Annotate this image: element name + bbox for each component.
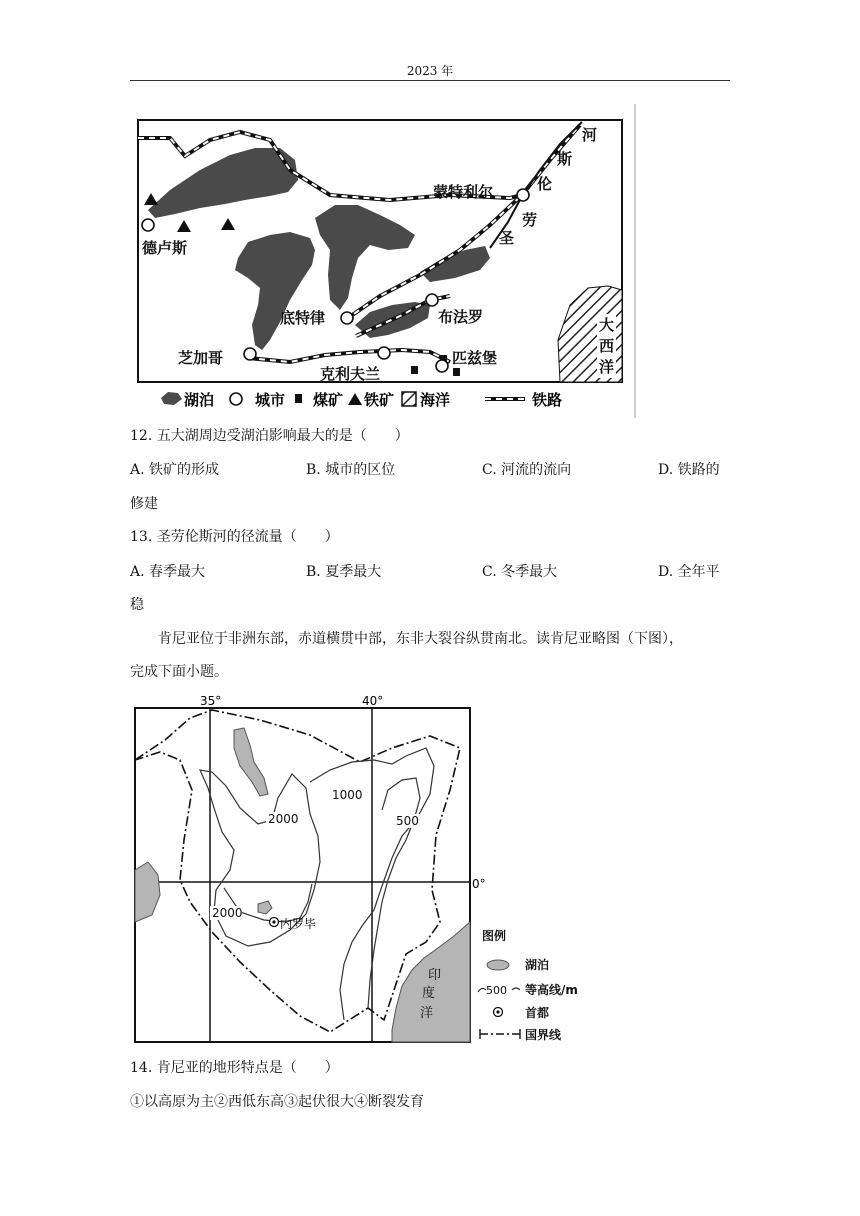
contour-label-1000: 1000 [332,788,363,802]
river-label-char: 伦 [537,175,553,193]
q13-option-d: D. 全年平 [658,564,720,580]
q12-option-d: D. 铁路的 [658,462,720,478]
q13-option-d-wrap: 稳 [130,597,144,613]
river-label-char: 河 [582,126,598,144]
river-label-char: 圣 [499,229,515,247]
ocean-legend-icon [402,392,416,406]
legend-coal: 煤矿 [313,391,344,409]
city-buffalo [426,294,438,306]
legend-railway: 铁路 [532,391,563,409]
legend-contour-label: 等高线/m [525,983,578,997]
legend-iron: 铁矿 [364,391,395,409]
legend-ocean: 海洋 [420,391,451,409]
q12-option-d-wrap: 修建 [130,496,158,512]
ocean-label-char: 印 [428,968,442,983]
ocean-label-char: 洋 [420,1006,434,1021]
q13-stem: 13. 圣劳伦斯河的径流量（ ） [130,529,339,545]
iron-legend-icon [348,393,362,405]
lake-legend-icon [161,392,182,405]
contour-label-2000: 2000 [268,812,299,826]
q14-stem: 14. 肯尼亚的地形特点是（ ） [130,1060,339,1076]
label-duluth: 德卢斯 [142,239,188,257]
city-chicago [244,348,256,360]
ocean-label-char: 西 [599,337,615,355]
legend-city: 城市 [255,391,286,409]
q12-option-c: C. 河流的流向 [482,462,572,478]
kenya-legend [478,928,578,1042]
page-header: 2023 年 [406,64,454,78]
kenya-intro-line2: 完成下面小题。 [130,664,228,680]
legend-title: 图例 [482,929,507,943]
lon-35-label: 35° [200,694,222,708]
q13-option-a: A. 春季最大 [130,564,206,580]
label-detroit: 底特律 [280,309,326,327]
river-label-char: 劳 [522,211,538,229]
contour-label-500: 500 [396,814,419,828]
ocean-label-char: 大 [599,316,615,334]
city-legend-icon [230,393,242,405]
map1-legend [161,391,562,409]
legend-border-label: 国界线 [525,1028,562,1042]
q12-option-b: B. 城市的区位 [306,462,396,478]
kenya-intro-line1: 肯尼亚位于非洲东部，赤道横贯中部，东非大裂谷纵贯南北。读肯尼亚略图（下图）， [158,631,683,647]
river-label-char: 斯 [557,150,573,168]
legend-lake-label: 湖泊 [525,958,550,972]
coal-legend-icon [295,394,302,403]
ocean-label-char: 洋 [599,358,615,376]
q12-stem: 12. 五大湖周边受湖泊影响最大的是（ ） [130,428,409,444]
great-lakes-map [130,100,640,420]
lat-0-label: 0° [472,877,486,891]
label-montreal: 蒙特利尔 [433,183,494,201]
ocean-label-char: 度 [422,986,436,1001]
city-cleveland [378,347,390,359]
coal-mine-icon [411,366,418,374]
city-duluth [142,219,154,231]
label-chicago: 芝加哥 [178,349,224,367]
q13-option-b: B. 夏季最大 [306,564,382,580]
legend-lake: 湖泊 [184,391,215,409]
label-cleveland: 克利夫兰 [320,365,381,383]
kenya-map [130,690,590,1050]
coal-mine-icon [453,368,460,376]
label-pittsburgh: 匹兹堡 [452,349,498,367]
q12-option-a: A. 铁矿的形成 [130,462,220,478]
q13-option-c: C. 冬季最大 [482,564,558,580]
contour-label-2000-south: 2000 [212,906,243,920]
legend-contour-value: 500 [486,984,507,997]
city-montreal [517,189,529,201]
label-buffalo: 布法罗 [438,308,484,326]
city-pittsburgh [436,360,448,372]
capital-label: 内罗毕 [280,917,317,931]
q14-choices: ①以高原为主②西低东高③起伏很大④断裂发育 [130,1094,424,1110]
legend-contour-icon [478,988,486,992]
city-detroit [341,312,353,324]
legend-lake-icon [487,960,509,970]
legend-capital-label: 首都 [525,1006,550,1020]
lon-40-label: 40° [362,694,384,708]
header-rule [130,80,730,81]
